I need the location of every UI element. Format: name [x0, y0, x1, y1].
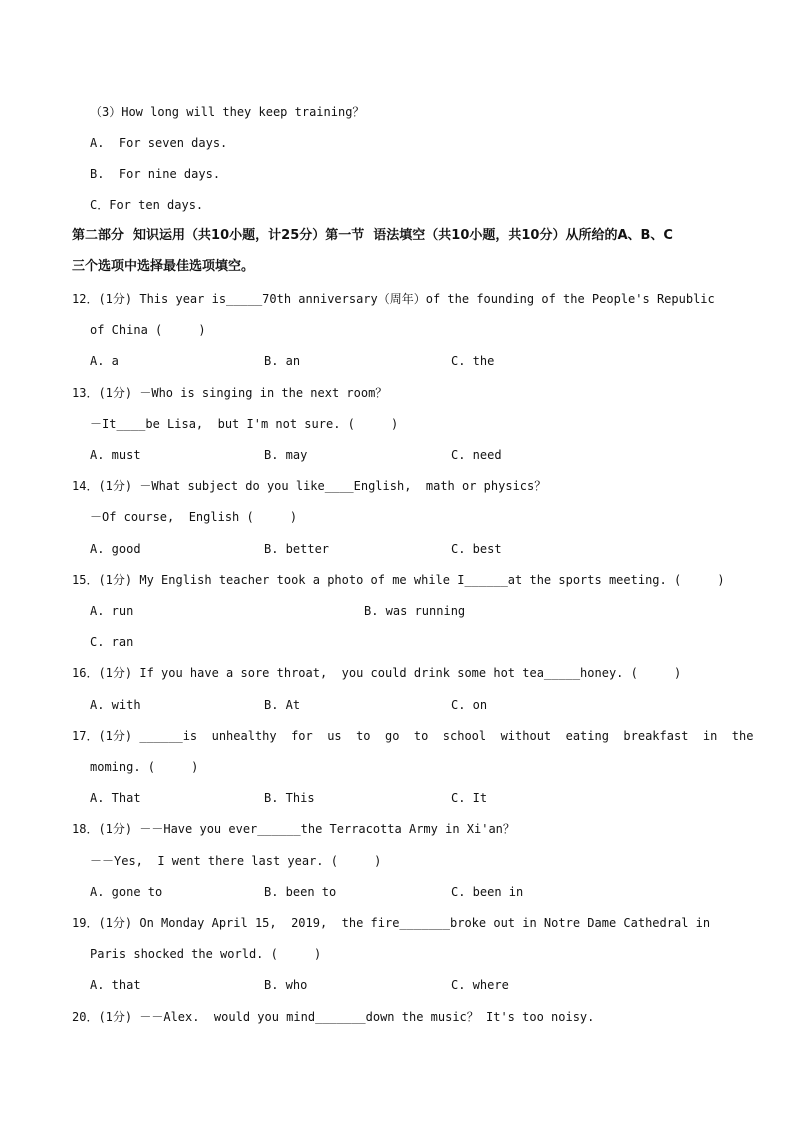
q12-option-c: C. the: [451, 354, 495, 368]
q19-stem-cont: Paris shocked the world. ( ): [90, 947, 322, 961]
q15-option-c: C. ran: [90, 635, 134, 649]
q18-option-b: B. been to: [264, 885, 337, 899]
q13-option-a: A. must: [90, 448, 141, 462]
q13-stem: 13．(1分) －Who is singing in the next room？: [72, 386, 388, 400]
q14-option-b: B. better: [264, 542, 330, 556]
q12-option-b: B. an: [264, 354, 301, 368]
q12-stem-cont: of China ( ): [90, 323, 206, 337]
q19-option-b: B. who: [264, 978, 308, 992]
q16-option-b: B. At: [264, 698, 301, 712]
q17-stem-cont: moming. ( ): [90, 760, 199, 774]
q11-sub3-stem: （3）How long will they keep training？: [90, 105, 365, 119]
q18-stem: 18．(1分) －－Have you ever______the Terracotta Army in Xi'an？: [72, 822, 515, 836]
q17-option-c: C. It: [451, 791, 488, 805]
q18-stem-cont: －－Yes, I went there last year. ( ): [90, 854, 382, 868]
q16-option-c: C. on: [451, 698, 488, 712]
q11-option-c: C．For ten days.: [90, 198, 204, 212]
q18-option-a: A. gone to: [90, 885, 163, 899]
q12-stem: 12．(1分) This year is_____70th anniversary（周年）of the founding of the People's Republic: [72, 292, 715, 306]
q19-stem: 19．(1分) On Monday April 15, 2019, the fire_______broke out in Notre Dame Cathedral in: [72, 916, 711, 930]
q14-stem-cont: －Of course, English ( ): [90, 510, 298, 524]
q11-option-a: A. For seven days.: [90, 136, 228, 150]
q16-option-a: A. with: [90, 698, 141, 712]
q16-stem: 16．(1分) If you have a sore throat, you could drink some hot tea_____honey. ( ): [72, 666, 682, 680]
section-heading-line2: 三个选项中选择最佳选项填空。: [72, 259, 255, 274]
q17-option-b: B. This: [264, 791, 315, 805]
q15-stem: 15．(1分) My English teacher took a photo of me while I______at the sports meeting. ( ): [72, 573, 725, 587]
q17-option-a: A. That: [90, 791, 141, 805]
q11-option-b: B. For nine days.: [90, 167, 221, 181]
q15-option-b: B. was running: [364, 604, 466, 618]
q13-stem-cont: －It____be Lisa, but I'm not sure. ( ): [90, 417, 399, 431]
q14-option-c: C. best: [451, 542, 502, 556]
q19-option-a: A. that: [90, 978, 141, 992]
q15-option-a: A. run: [90, 604, 134, 618]
q13-option-c: C. need: [451, 448, 502, 462]
section-heading-line1: 第二部分 知识运用（共10小题，计25分）第一节 语法填空（共10小题，共10分）从所给的A、B、C: [72, 228, 673, 243]
q19-option-c: C. where: [451, 978, 509, 992]
q12-option-a: A. a: [90, 354, 119, 368]
q14-stem: 14．(1分) －What subject do you like____English, math or physics？: [72, 479, 547, 493]
q14-option-a: A. good: [90, 542, 141, 556]
q17-stem: 17．(1分) ______is unhealthy for us to go to school without eating breakfast in the: [72, 729, 754, 743]
q20-stem: 20．(1分) －－Alex. would you mind_______down the music？ It's too noisy.: [72, 1010, 595, 1024]
q13-option-b: B. may: [264, 448, 308, 462]
q18-option-c: C. been in: [451, 885, 524, 899]
